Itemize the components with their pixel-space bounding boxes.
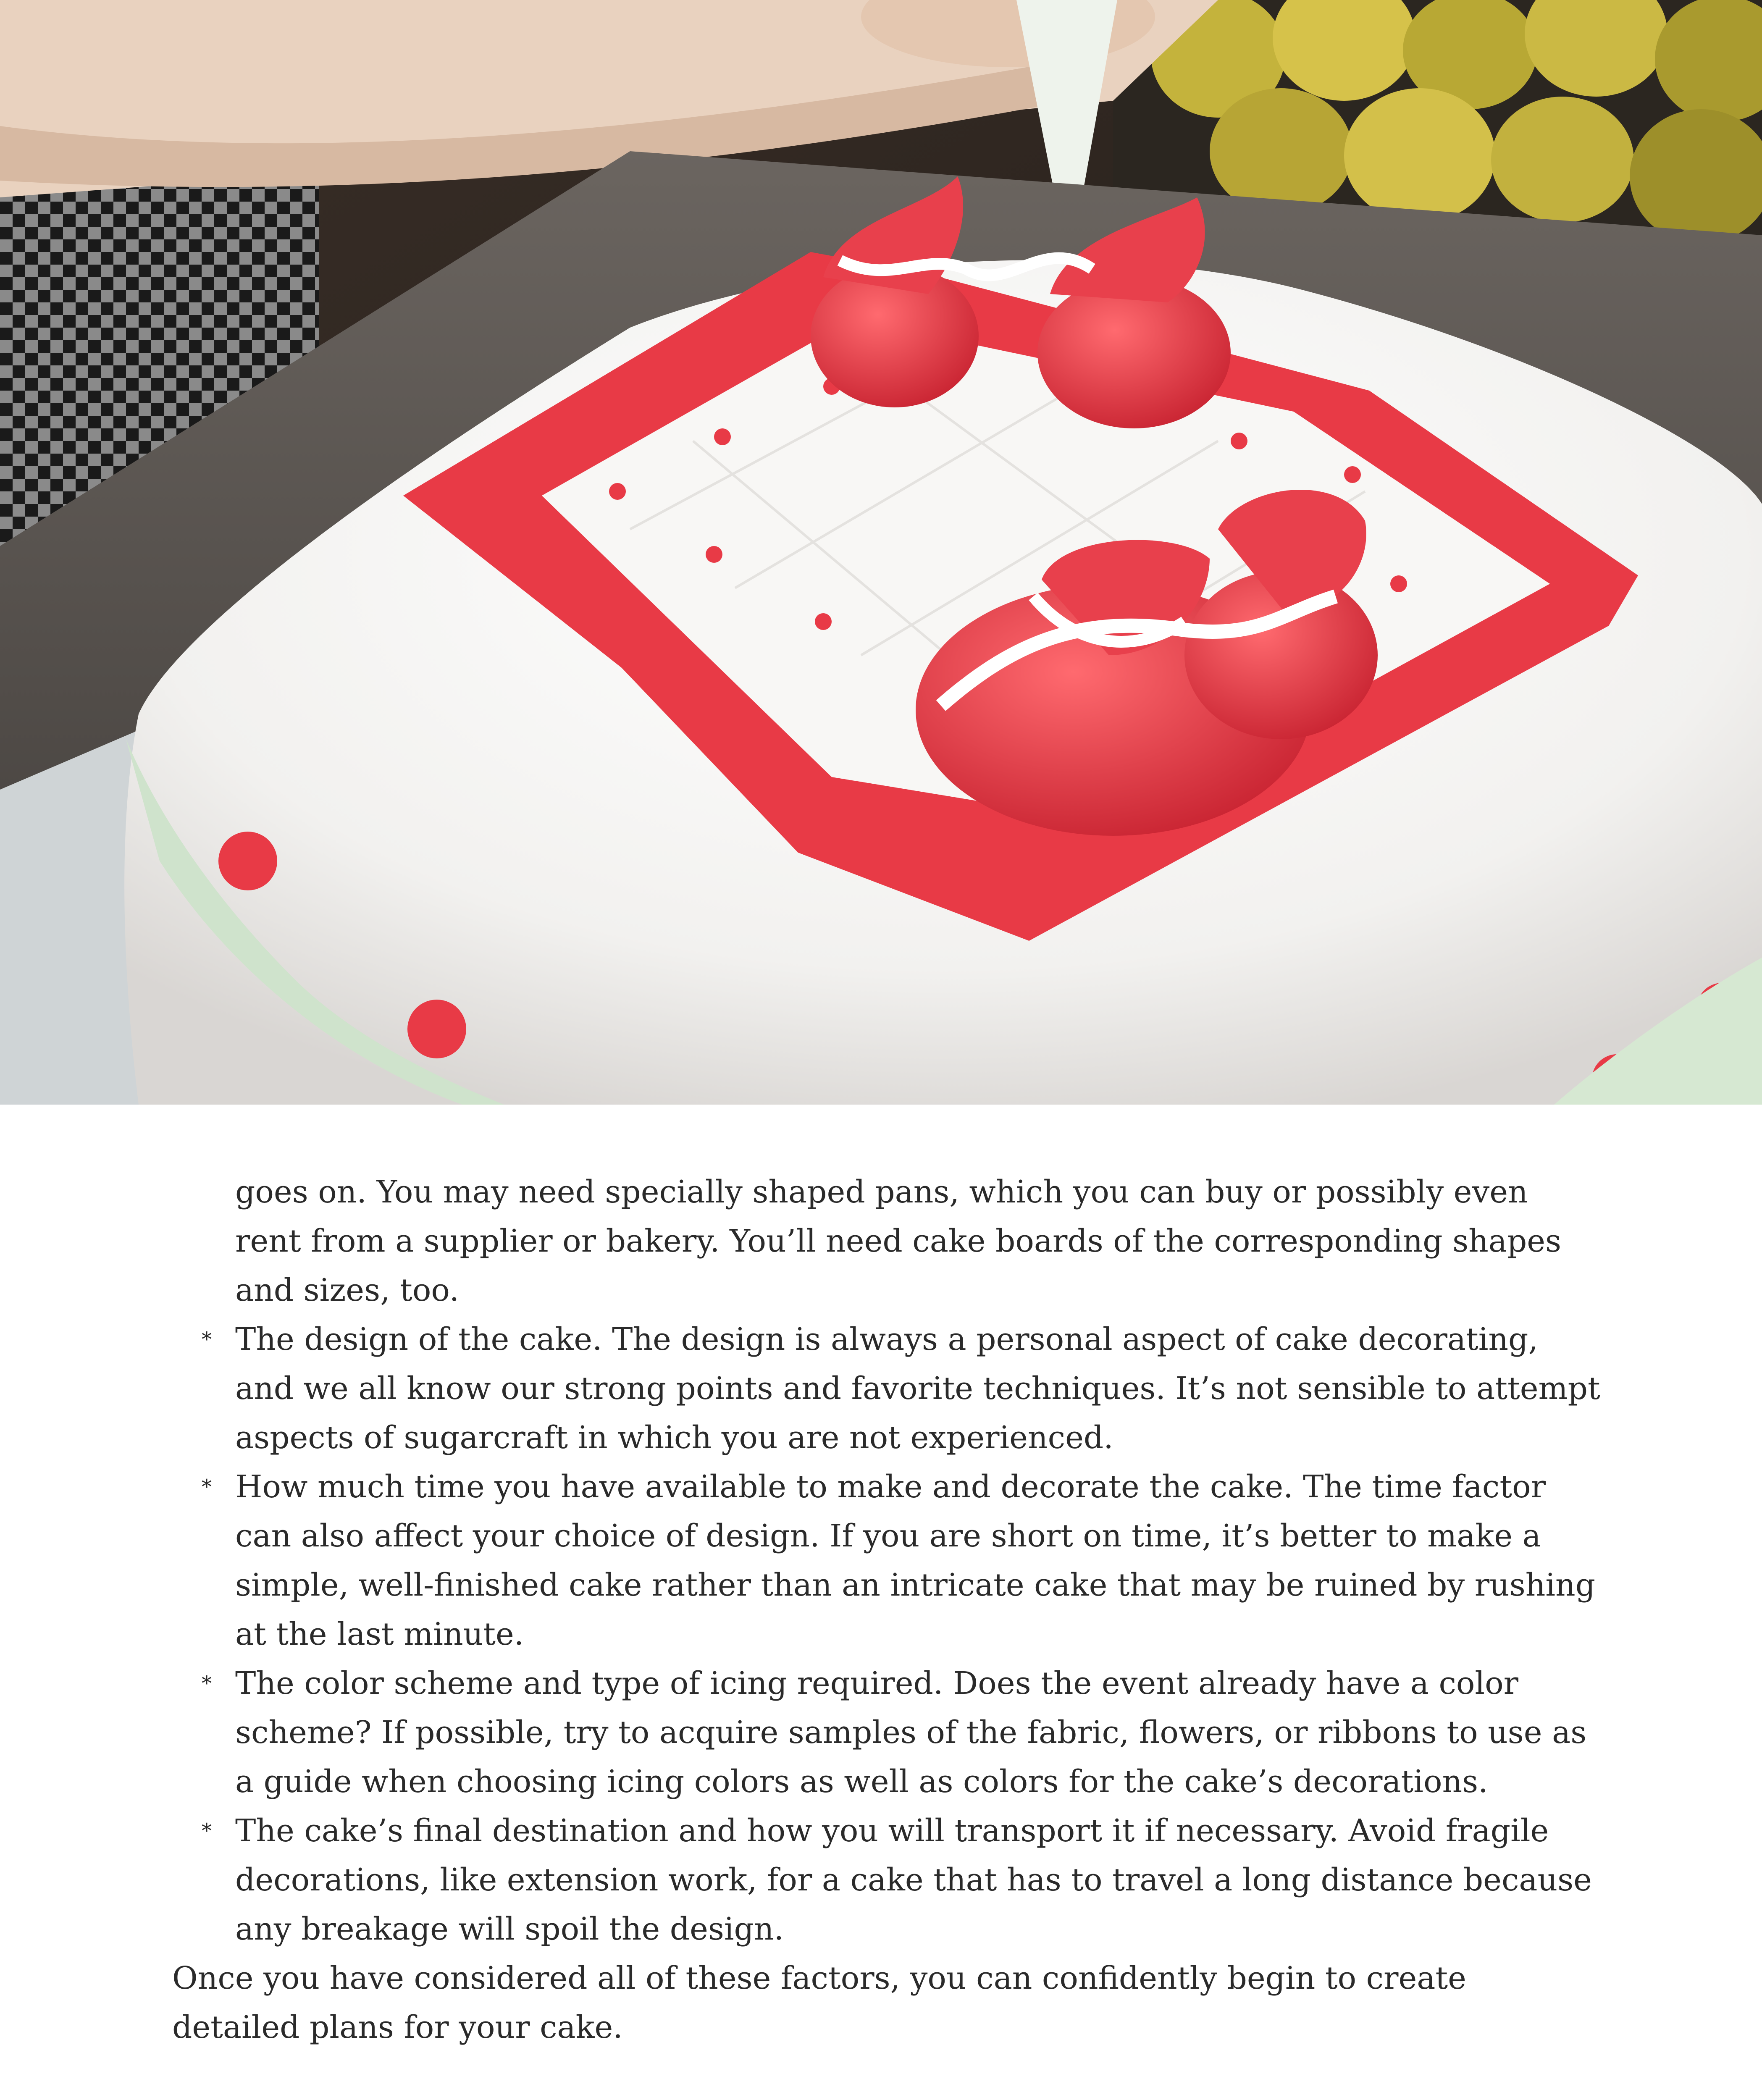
list-item-text: The design of the cake. The design is always a personal aspect of cake decorating, and we all know our strong points and favorite techniques. It’s not sensible to attempt aspects of sugarcraft in which you are not experienced. [235, 1321, 1600, 1456]
list-item [172, 1659, 1600, 1806]
closing-paragraph: Once you have considered all of these factors, you can confidently begin to create detailed plans for your cake. [172, 1960, 1466, 2045]
asterisk-icon: * [202, 1475, 212, 1499]
list-item [172, 1806, 1600, 1954]
list-item-text: The cake’s final destination and how you will transport it if necessary. Avoid fragile decorations, like extension work, for a cake that has to travel a long distance because any breakage will spoil the design. [235, 1813, 1592, 1947]
asterisk-icon: * [202, 1672, 212, 1695]
factors-list [172, 1315, 1600, 1954]
list-item [172, 1462, 1600, 1659]
list-item [172, 1315, 1600, 1462]
continuation-paragraph: goes on. You may need specially shaped pans, which you can buy or possibly even rent from a supplier or bakery. You’ll need cake boards of the corresponding shapes and sizes, too. [235, 1174, 1561, 1308]
list-item-text: How much time you have available to make and decorate the cake. The time factor can also affect your choice of design. If you are short on time, it’s better to make a simple, well-finished cake rather than an intricate cake that may be ruined by rushing at the last minute. [235, 1469, 1596, 1652]
list-item-text: The color scheme and type of icing required. Does the event already have a color scheme? If possible, try to acquire samples of the fabric, flowers, or ribbons to use as a guide when choosing icing colors as well as colors for the cake’s decorations. [235, 1665, 1587, 1800]
body-text [172, 1168, 1600, 2052]
asterisk-icon: * [202, 1819, 212, 1843]
asterisk-icon: * [202, 1328, 212, 1351]
